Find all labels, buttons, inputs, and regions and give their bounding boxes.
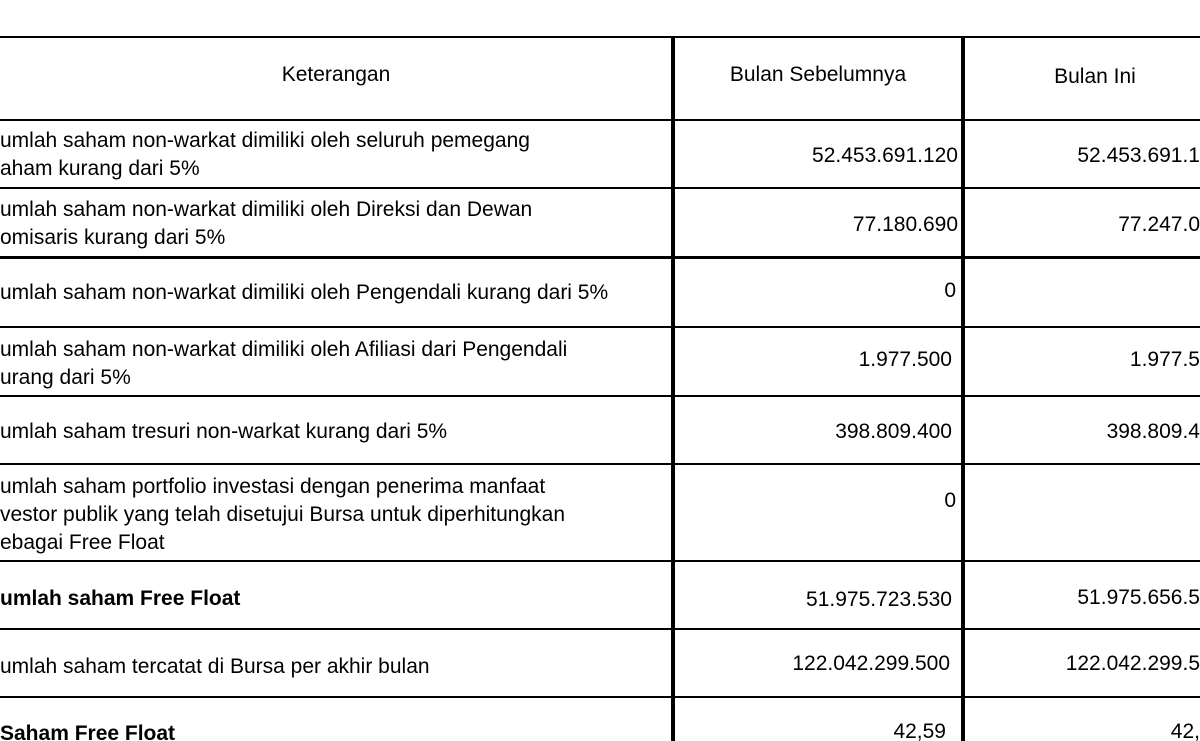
label-line: ebagai Free Float: [0, 531, 165, 554]
label-line: aham kurang dari 5%: [0, 157, 200, 180]
label-line: umlah saham non-warkat dimiliki oleh Direksi dan Dewan: [0, 198, 533, 221]
header-bulan-ini: Bulan Ini: [1054, 65, 1136, 88]
label-line: umlah saham tercatat di Bursa per akhir bulan: [0, 655, 430, 678]
row-divider: [0, 187, 1200, 189]
value-current: 42,: [1170, 720, 1200, 741]
header-bulan-sebelumnya: Bulan Sebelumnya: [729, 63, 907, 86]
value-previous: 52.453.691.120: [812, 144, 958, 167]
row-label: [0, 418, 668, 446]
row-label: [0, 127, 668, 183]
row-divider: [0, 463, 1200, 465]
value-current: 52.453.691.1: [1077, 144, 1200, 167]
value-previous: 122.042.299.500: [792, 652, 950, 675]
value-previous: 51.975.723.530: [806, 588, 952, 611]
label-line: umlah saham portfolio investasi dengan penerima manfaat: [0, 475, 546, 498]
label-line: vestor publik yang telah disetujui Bursa untuk diperhitungkan: [0, 503, 566, 526]
row-divider: [0, 119, 1200, 121]
value-previous: 1.977.500: [858, 348, 952, 371]
value-current: 122.042.299.5: [1065, 652, 1200, 675]
label-line: umlah saham non-warkat dimiliki oleh seluruh pemegang: [0, 129, 530, 152]
row-divider: [0, 395, 1200, 397]
value-current: 77.247.0: [1118, 213, 1200, 236]
row-label: [0, 279, 668, 307]
table-border-top: [0, 36, 1200, 38]
value-current: 398.809.4: [1106, 420, 1200, 443]
column-divider: [961, 37, 965, 741]
label-line: umlah saham Free Float: [0, 587, 241, 610]
row-divider: [0, 326, 1200, 328]
label-line: urang dari 5%: [0, 366, 131, 389]
row-divider: [0, 696, 1200, 698]
row-label: [0, 473, 668, 557]
label-line: omisaris kurang dari 5%: [0, 226, 226, 249]
label-line: umlah saham non-warkat dimiliki oleh Afiliasi dari Pengendali: [0, 338, 568, 361]
label-line: umlah saham tresuri non-warkat kurang dari 5%: [0, 420, 448, 443]
label-line: Saham Free Float: [0, 722, 176, 741]
row-divider: [0, 628, 1200, 630]
value-previous: 42,59: [893, 720, 946, 741]
row-label: [0, 336, 668, 392]
row-divider: [0, 560, 1200, 562]
value-previous: 0: [944, 279, 956, 302]
value-current: 1.977.5: [1129, 348, 1200, 371]
value-previous: 398.809.400: [835, 420, 952, 443]
row-label: [0, 196, 668, 252]
value-previous: 0: [944, 489, 956, 512]
value-previous: 77.180.690: [852, 213, 958, 236]
header-keterangan: Keterangan: [281, 63, 391, 86]
value-current: 51.975.656.5: [1077, 586, 1200, 609]
label-line: umlah saham non-warkat dimiliki oleh Pengendali kurang dari 5%: [0, 281, 609, 304]
row-label: [0, 585, 668, 613]
row-label: [0, 720, 668, 741]
row-label: [0, 653, 668, 681]
row-divider: [0, 256, 1200, 259]
